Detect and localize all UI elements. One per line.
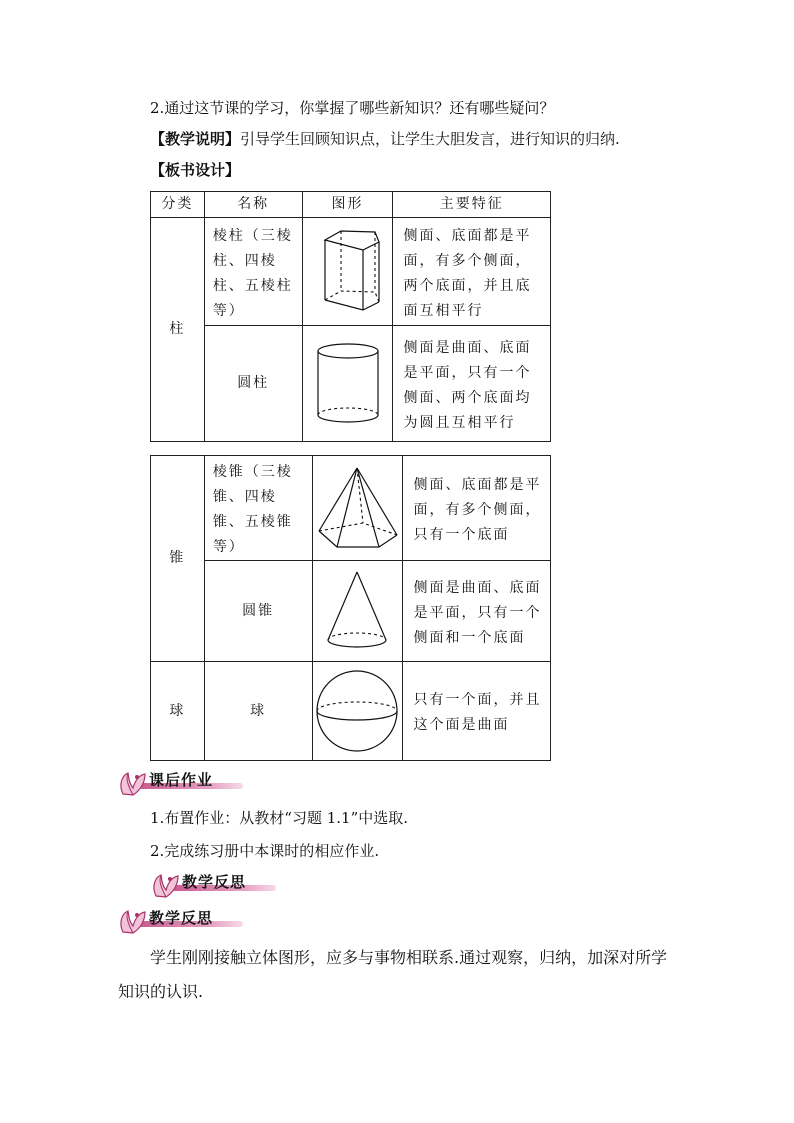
homework-item: 1.布置作业：从教材“习题 1.1”中选取. [150,809,409,827]
homework-title: 课后作业 [149,771,214,789]
teaching-note [150,129,620,149]
flower-icon [117,906,149,936]
features-cylinder: 侧面是曲面、底面是平面，只有一个侧面、两个底面均为圆且互相平行 [393,326,551,442]
header-category: 分类 [151,192,205,218]
table-row [151,662,551,761]
header-figure: 图形 [302,192,393,218]
figure-prism [302,218,393,326]
name-prism: 棱柱（三棱柱、四棱柱、五棱柱等） [204,218,302,326]
table-header-row [151,192,551,218]
homework-badge [117,768,257,798]
name-pyramid: 棱锥（三棱锥、四棱锥、五棱锥等） [204,456,312,561]
table-row [151,326,551,442]
features-prism: 侧面、底面都是平面，有多个侧面，两个底面，并且底面互相平行 [393,218,551,326]
reflection-badge-second [117,906,257,936]
cone-table [150,455,551,761]
features-pyramid: 侧面、底面都是平面，有多个侧面，只有一个底面 [403,456,551,561]
name-cylinder: 圆柱 [204,326,302,442]
reflection-title-second: 教学反思 [149,909,214,927]
table-row [151,561,551,662]
teaching-note-text: 引导学生回顾知识点，让学生大胆发言，进行知识的归纳. [240,130,620,148]
flower-icon [150,870,182,900]
reflection-title: 教学反思 [182,873,247,891]
board-design-label: 【板书设计】 [150,161,241,179]
figure-sphere [312,662,403,761]
table-row [151,456,551,561]
features-cone: 侧面是曲面、底面是平面，只有一个侧面和一个底面 [403,561,551,662]
review-question: 2.通过这节课的学习，你掌握了哪些新知识？还有哪些疑问？ [150,99,555,117]
header-features: 主要特征 [393,192,551,218]
category-pyramid-cone: 锥 [151,456,205,662]
header-name: 名称 [204,192,302,218]
table-row [151,218,551,326]
figure-cylinder [302,326,393,442]
pentagonal-pyramid-icon [315,465,399,551]
cylinder-icon [314,341,382,427]
homework-item: 2.完成练习册中本课时的相应作业. [150,842,380,860]
figure-pyramid [312,456,403,561]
category-prism-cylinder: 柱 [151,218,205,442]
figure-cone [312,561,403,662]
reflection-text-line2: 知识的认识. [118,982,204,1001]
flower-icon [117,768,149,798]
category-sphere: 球 [151,662,205,761]
name-cone: 圆锥 [204,561,312,662]
prism-table [150,191,551,442]
teaching-note-label: 【教学说明】 [150,130,241,148]
pentagonal-prism-icon [313,226,383,318]
name-sphere: 球 [204,662,312,761]
reflection-text-line1: 学生刚刚接触立体图形，应多与事物相联系.通过观察，归纳，加深对所学 [150,948,668,967]
features-sphere: 只有一个面，并且这个面是曲面 [403,662,551,761]
reflection-badge-first [150,870,290,900]
sphere-icon [315,668,399,754]
cone-icon [325,568,389,654]
